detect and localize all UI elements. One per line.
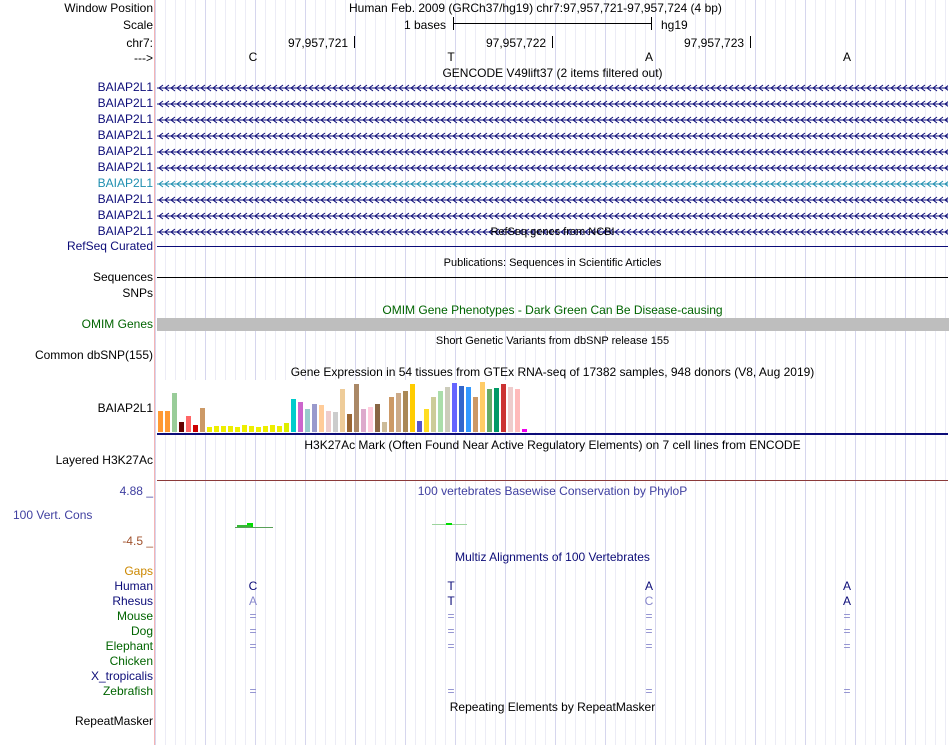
position-label-1: 97,957,721 — [288, 36, 349, 50]
position-tick-1 — [354, 36, 355, 48]
dbsnp-track-title[interactable]: Short Genetic Variants from dbSNP release 155 — [435, 335, 670, 347]
gtex-tissue-bar — [368, 407, 373, 432]
multiz-aligned-base: T — [447, 579, 455, 593]
gtex-tissue-bar — [487, 389, 492, 432]
multiz-species-label[interactable]: Zebrafish — [102, 684, 153, 698]
multiz-aligned-base: C — [644, 594, 654, 608]
gtex-tissue-bar — [396, 393, 401, 432]
gtex-tissue-bar — [522, 429, 527, 432]
sequences-line — [157, 277, 948, 278]
vert-cons-label[interactable]: 100 Vert. Cons — [13, 508, 93, 522]
gencode-transcript-label[interactable]: BAIAP2L1 — [97, 144, 153, 158]
refseq-curated-label[interactable]: RefSeq Curated — [66, 239, 153, 253]
gtex-tissue-bar — [389, 397, 394, 432]
gtex-track-title[interactable]: Gene Expression in 54 tissues from GTEx RNA-seq of 17382 samples, 948 donors (V8, Aug 2019) — [290, 365, 815, 379]
gtex-tissue-bar — [319, 405, 324, 432]
multiz-aligned-base: = — [843, 624, 851, 638]
multiz-track-title[interactable]: Multiz Alignments of 100 Vertebrates — [455, 550, 650, 564]
multiz-aligned-base: A — [842, 594, 851, 608]
ref-base-3: A — [644, 50, 653, 64]
gtex-tissue-bar — [403, 391, 408, 432]
conservation-signal-1 — [235, 527, 273, 528]
gtex-tissue-bar — [452, 383, 457, 432]
ref-base-4: A — [842, 50, 851, 64]
gtex-tissue-bar — [459, 386, 464, 432]
h3k27ac-baseline — [157, 480, 948, 481]
multiz-aligned-base: = — [447, 609, 455, 623]
gencode-transcript-strand[interactable] — [157, 179, 948, 189]
gtex-tissue-bar — [158, 411, 163, 432]
scale-bar-left-cap — [453, 17, 454, 30]
gtex-gene-line — [157, 433, 948, 435]
gtex-gene-label[interactable]: BAIAP2L1 — [97, 401, 153, 415]
scale-assembly: hg19 — [661, 18, 688, 32]
gtex-tissue-bar — [326, 411, 331, 432]
multiz-species-label[interactable]: Elephant — [105, 639, 153, 653]
gtex-tissue-bar — [473, 397, 478, 432]
gtex-tissue-bar — [207, 427, 212, 432]
gtex-tissue-bar — [256, 427, 261, 432]
gtex-tissue-bar — [221, 426, 226, 432]
multiz-aligned-base: = — [447, 639, 455, 653]
multiz-species-label[interactable]: Dog — [130, 624, 153, 638]
gencode-transcript-strand[interactable] — [157, 163, 948, 173]
conservation-track-title[interactable]: 100 vertebrates Basewise Conservation by PhyloP — [417, 484, 688, 498]
multiz-aligned-base: = — [249, 624, 257, 638]
gtex-tissue-bar — [263, 426, 268, 432]
publications-track-title[interactable]: Publications: Sequences in Scientific Articles — [443, 257, 662, 269]
multiz-aligned-base: = — [843, 639, 851, 653]
gtex-tissue-bar — [347, 414, 352, 432]
multiz-aligned-base: A — [248, 594, 257, 608]
gtex-tissue-bar — [193, 425, 198, 432]
omim-genes-label[interactable]: OMIM Genes — [81, 317, 153, 331]
gtex-tissue-bar — [228, 426, 233, 432]
gtex-tissue-bar — [410, 384, 415, 432]
conservation-signal-2-peak — [446, 523, 452, 525]
snps-label[interactable]: SNPs — [122, 286, 153, 300]
omim-gene-bar[interactable] — [157, 318, 949, 331]
gencode-transcript-label[interactable]: BAIAP2L1 — [97, 96, 153, 110]
omim-track-title[interactable]: OMIM Gene Phenotypes - Dark Green Can Be Disease-causing — [382, 303, 723, 317]
multiz-species-label[interactable]: Chicken — [109, 654, 153, 668]
gtex-tissue-bar — [480, 382, 485, 432]
gtex-tissue-bar — [165, 411, 170, 432]
scale-bar — [454, 23, 652, 24]
sequences-label[interactable]: Sequences — [92, 270, 153, 284]
conservation-max-label: 4.88 _ — [119, 484, 153, 498]
gencode-transcript-strand[interactable] — [157, 195, 948, 205]
position-tick-2 — [552, 36, 553, 48]
position-label-2: 97,957,722 — [486, 36, 547, 50]
gtex-bars-svg — [157, 380, 537, 432]
scale-label: Scale — [122, 18, 153, 32]
multiz-aligned-base: = — [249, 639, 257, 653]
conservation-signal-1-mid — [237, 525, 251, 527]
position-label-3: 97,957,723 — [684, 36, 745, 50]
gtex-tissue-bar — [466, 387, 471, 432]
gencode-track-title[interactable]: GENCODE V49lift37 (2 items filtered out) — [442, 66, 663, 80]
gtex-tissue-bar — [508, 387, 513, 432]
gtex-tissue-bar — [249, 426, 254, 432]
gencode-transcript-label[interactable]: BAIAP2L1 — [97, 208, 153, 222]
gtex-tissue-bar — [354, 384, 359, 432]
gtex-tissue-bar — [284, 423, 289, 432]
window-position-label: Window Position — [64, 1, 153, 15]
gtex-tissue-bar — [333, 412, 338, 432]
gtex-bar-chart[interactable] — [157, 380, 537, 432]
gencode-transcript-label[interactable]: BAIAP2L1 — [97, 128, 153, 142]
gtex-tissue-bar — [501, 384, 506, 432]
gtex-tissue-bar — [298, 402, 303, 432]
multiz-aligned-base: = — [645, 624, 653, 638]
multiz-aligned-base: T — [447, 594, 455, 608]
gtex-tissue-bar — [382, 422, 387, 432]
multiz-aligned-base: = — [843, 609, 851, 623]
multiz-aligned-base: = — [447, 684, 455, 698]
multiz-aligned-base: = — [249, 684, 257, 698]
gtex-tissue-bar — [312, 404, 317, 432]
gencode-transcript-label[interactable]: BAIAP2L1 — [97, 112, 153, 126]
multiz-aligned-base: = — [447, 624, 455, 638]
ref-base-2: T — [447, 50, 455, 64]
gencode-transcript-strand[interactable] — [157, 83, 948, 93]
gtex-tissue-bar — [172, 393, 177, 432]
multiz-aligned-base: = — [249, 609, 257, 623]
gencode-transcript-strand[interactable] — [157, 131, 948, 141]
multiz-aligned-base: A — [644, 579, 653, 593]
chrom-label: chr7: — [126, 36, 153, 50]
gencode-transcript-strand[interactable] — [157, 147, 948, 157]
common-dbsnp-label[interactable]: Common dbSNP(155) — [34, 348, 153, 362]
scale-value: 1 bases — [404, 18, 447, 32]
gencode-transcript-label[interactable]: BAIAP2L1 — [97, 80, 153, 94]
multiz-species-label[interactable]: X_tropicalis — [90, 669, 153, 683]
layered-h3k27ac-label[interactable]: Layered H3K27Ac — [55, 453, 153, 467]
refseq-track-title[interactable]: RefSeq genes from NCBI — [490, 226, 615, 238]
gtex-tissue-bar — [431, 397, 436, 432]
gencode-transcript-strand[interactable] — [157, 99, 948, 109]
h3k27ac-track-title[interactable]: H3K27Ac Mark (Often Found Near Active Regulatory Elements) on 7 cell lines from ENCODE — [304, 438, 801, 452]
gencode-transcript-strand[interactable] — [157, 115, 948, 125]
gencode-transcript-label[interactable]: BAIAP2L1 — [97, 160, 153, 174]
gtex-tissue-bar — [340, 389, 345, 432]
gtex-tissue-bar — [305, 409, 310, 432]
multiz-species-label[interactable]: Human — [114, 579, 153, 593]
multiz-aligned-base: = — [645, 609, 653, 623]
multiz-aligned-base: = — [645, 639, 653, 653]
gtex-tissue-bar — [186, 416, 191, 432]
multiz-aligned-base: = — [843, 684, 851, 698]
gtex-tissue-bar — [515, 389, 520, 432]
multiz-species-label[interactable]: Mouse — [116, 609, 153, 623]
gtex-tissue-bar — [270, 425, 275, 432]
gtex-tissue-bar — [200, 408, 205, 432]
gtex-tissue-bar — [494, 388, 499, 432]
refseq-line — [157, 246, 948, 247]
gtex-tissue-bar — [438, 391, 443, 432]
position-tick-3 — [750, 36, 751, 48]
gencode-transcript-label[interactable]: BAIAP2L1 — [97, 224, 153, 238]
multiz-aligned-base: = — [645, 684, 653, 698]
gencode-transcript-label[interactable]: BAIAP2L1 — [97, 192, 153, 206]
multiz-species-label[interactable]: Rhesus — [112, 594, 153, 608]
window-position-value[interactable]: Human Feb. 2009 (GRCh37/hg19) chr7:97,957,721-97,957,724 (4 bp) — [349, 1, 722, 15]
gtex-tissue-bar — [424, 409, 429, 432]
repeatmasker-label[interactable]: RepeatMasker — [74, 714, 153, 728]
gtex-tissue-bar — [291, 399, 296, 432]
multiz-aligned-base: C — [248, 579, 258, 593]
multiz-aligned-base: A — [842, 579, 851, 593]
repeatmasker-track-title[interactable]: Repeating Elements by RepeatMasker — [449, 700, 656, 714]
gtex-tissue-bar — [445, 387, 450, 432]
gtex-tissue-bar — [235, 427, 240, 432]
scale-bar-right-cap — [651, 17, 652, 30]
strand-direction-label: ---> — [134, 51, 153, 65]
gtex-tissue-bar — [361, 409, 366, 432]
gtex-tissue-bar — [179, 422, 184, 432]
gtex-tissue-bar — [375, 404, 380, 432]
gaps-label[interactable]: Gaps — [124, 564, 153, 578]
ref-base-1: C — [248, 50, 258, 64]
gencode-transcript-strand[interactable] — [157, 211, 948, 221]
gtex-tissue-bar — [214, 426, 219, 432]
conservation-min-label: -4.5 _ — [122, 534, 153, 548]
gtex-tissue-bar — [417, 421, 422, 432]
gtex-tissue-bar — [242, 425, 247, 432]
gtex-tissue-bar — [277, 426, 282, 432]
gencode-transcript-label[interactable]: BAIAP2L1 — [97, 176, 153, 190]
